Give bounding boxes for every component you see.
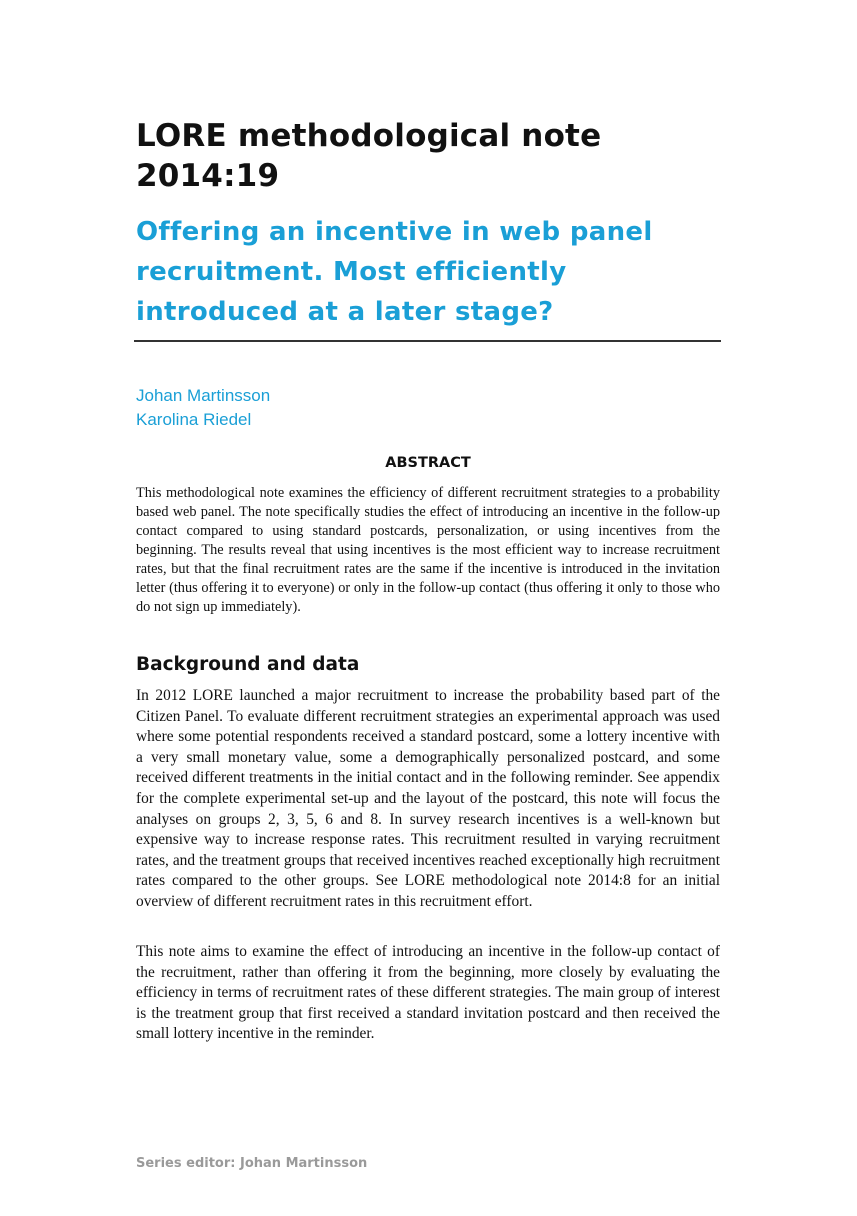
title-divider (134, 340, 721, 342)
author-name: Karolina Riedel (136, 410, 252, 429)
document-subtitle (136, 212, 736, 332)
title-line-1: LORE methodological note (136, 118, 602, 154)
body-paragraph: In 2012 LORE launched a major recruitment to increase the probability based part of the Citizen Panel. To evaluate different recruitment strategies an experimental approach was used where some potential respondents received a standard postcard, some a lottery incentive with a very small monetary value, some a demographically personalized postcard, and some received different treatments in the initial contact and in the following reminder. See appendix for the complete experimental set-up and the layout of the postcard, this note will focus the analyses on groups 2, 3, 5, 6 and 8. In survey research incentives is a well-known but expensive way to increase response rates. This recruitment resulted in varying recruitment rates, and the treatment groups that received incentives reached exceptionally high recruitment rates compared to the other groups. See LORE methodological note 2014:8 for an initial overview of different recruitment rates in this recruitment effort. (136, 687, 720, 910)
title-line-2: 2014:19 (136, 158, 280, 194)
subtitle-line-3: introduced at a later stage? (136, 297, 554, 327)
abstract-text: This methodological note examines the efficiency of different recruitment strategies to a probability based web panel. The note specifically studies the effect of introducing an incentive in the follow-up contact compared to using standard postcards, personalization, or using incentives from the beginning. The results reveal that using incentives is the most efficient way to increase recruitment rates, but that the final recruitment rates are the same if the incentive is introduced in the invitation letter (thus offering it to everyone) or only in the follow-up contact (thus offering it only to those who do not sign up immediately). (136, 485, 720, 615)
subtitle-line-2: recruitment. Most efficiently (136, 257, 567, 287)
author-name: Johan Martinsson (136, 386, 271, 405)
abstract-heading: ABSTRACT (385, 455, 471, 471)
series-editor-footer: Series editor: Johan Martinsson (136, 1156, 368, 1171)
document-title (136, 116, 736, 196)
section-heading-background: Background and data (136, 654, 360, 675)
body-paragraph: This note aims to examine the effect of introducing an incentive in the follow-up contact of the recruitment, rather than offering it from the beginning, more closely by evaluating the efficiency in terms of recruitment rates of these different strategies. The main group of interest is the treatment group that first received a standard invitation postcard and then received the small lottery incentive in the reminder. (136, 943, 720, 1043)
subtitle-line-1: Offering an incentive in web panel (136, 217, 653, 247)
author-list (136, 384, 270, 432)
